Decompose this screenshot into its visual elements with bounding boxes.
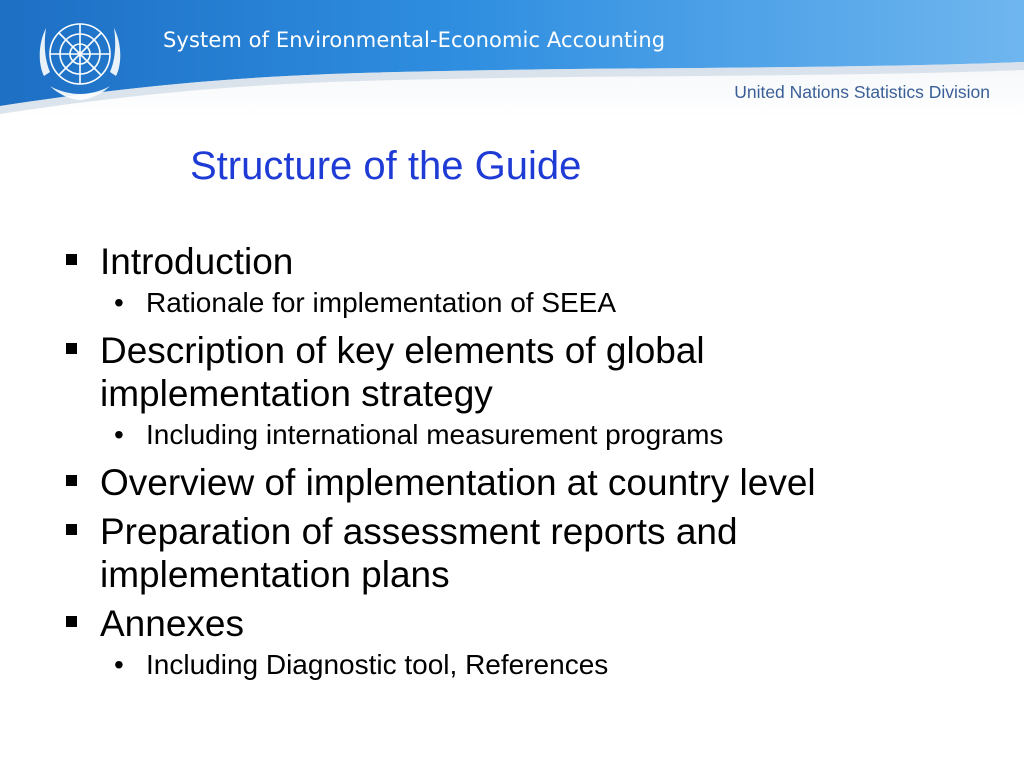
- list-item-description: [62, 329, 962, 415]
- sub-item-international-programs: [62, 415, 962, 455]
- sub-item-diagnostic-tool: [62, 645, 962, 685]
- square-bullet-icon: [66, 343, 77, 354]
- dot-bullet-icon: •: [114, 419, 124, 450]
- sub-item-text: Including Diagnostic tool, References: [146, 649, 609, 680]
- list-item-text-continued: implementation strategy: [100, 373, 493, 414]
- list-item-text-continued: implementation plans: [100, 554, 450, 595]
- header-title: System of Environmental-Economic Accounting: [163, 28, 666, 52]
- square-bullet-icon: [66, 524, 77, 535]
- un-emblem-icon: [30, 6, 130, 106]
- list-item-annexes: [62, 602, 962, 645]
- header-band: [0, 0, 1024, 118]
- list-item-text: Overview of implementation at country level: [100, 462, 816, 503]
- organization-name: United Nations Statistics Division: [734, 82, 990, 102]
- list-item-text: Preparation of assessment reports and: [100, 511, 738, 552]
- square-bullet-icon: [66, 254, 77, 265]
- sub-item-rationale: [62, 283, 962, 323]
- sub-item-text: Including international measurement programs: [146, 419, 724, 450]
- list-item-text: Description of key elements of global: [100, 330, 705, 371]
- list-item-text: Introduction: [100, 241, 294, 282]
- list-item-overview: [62, 461, 962, 504]
- dot-bullet-icon: •: [114, 649, 124, 680]
- square-bullet-icon: [66, 616, 77, 627]
- list-item-preparation: [62, 510, 962, 596]
- list-item-text: Annexes: [100, 603, 244, 644]
- slide-title: Structure of the Guide: [190, 144, 582, 188]
- square-bullet-icon: [66, 475, 77, 486]
- sub-item-text: Rationale for implementation of SEEA: [146, 287, 617, 318]
- dot-bullet-icon: •: [114, 287, 124, 318]
- list-item-introduction: [62, 240, 962, 283]
- bullet-list: [62, 234, 962, 685]
